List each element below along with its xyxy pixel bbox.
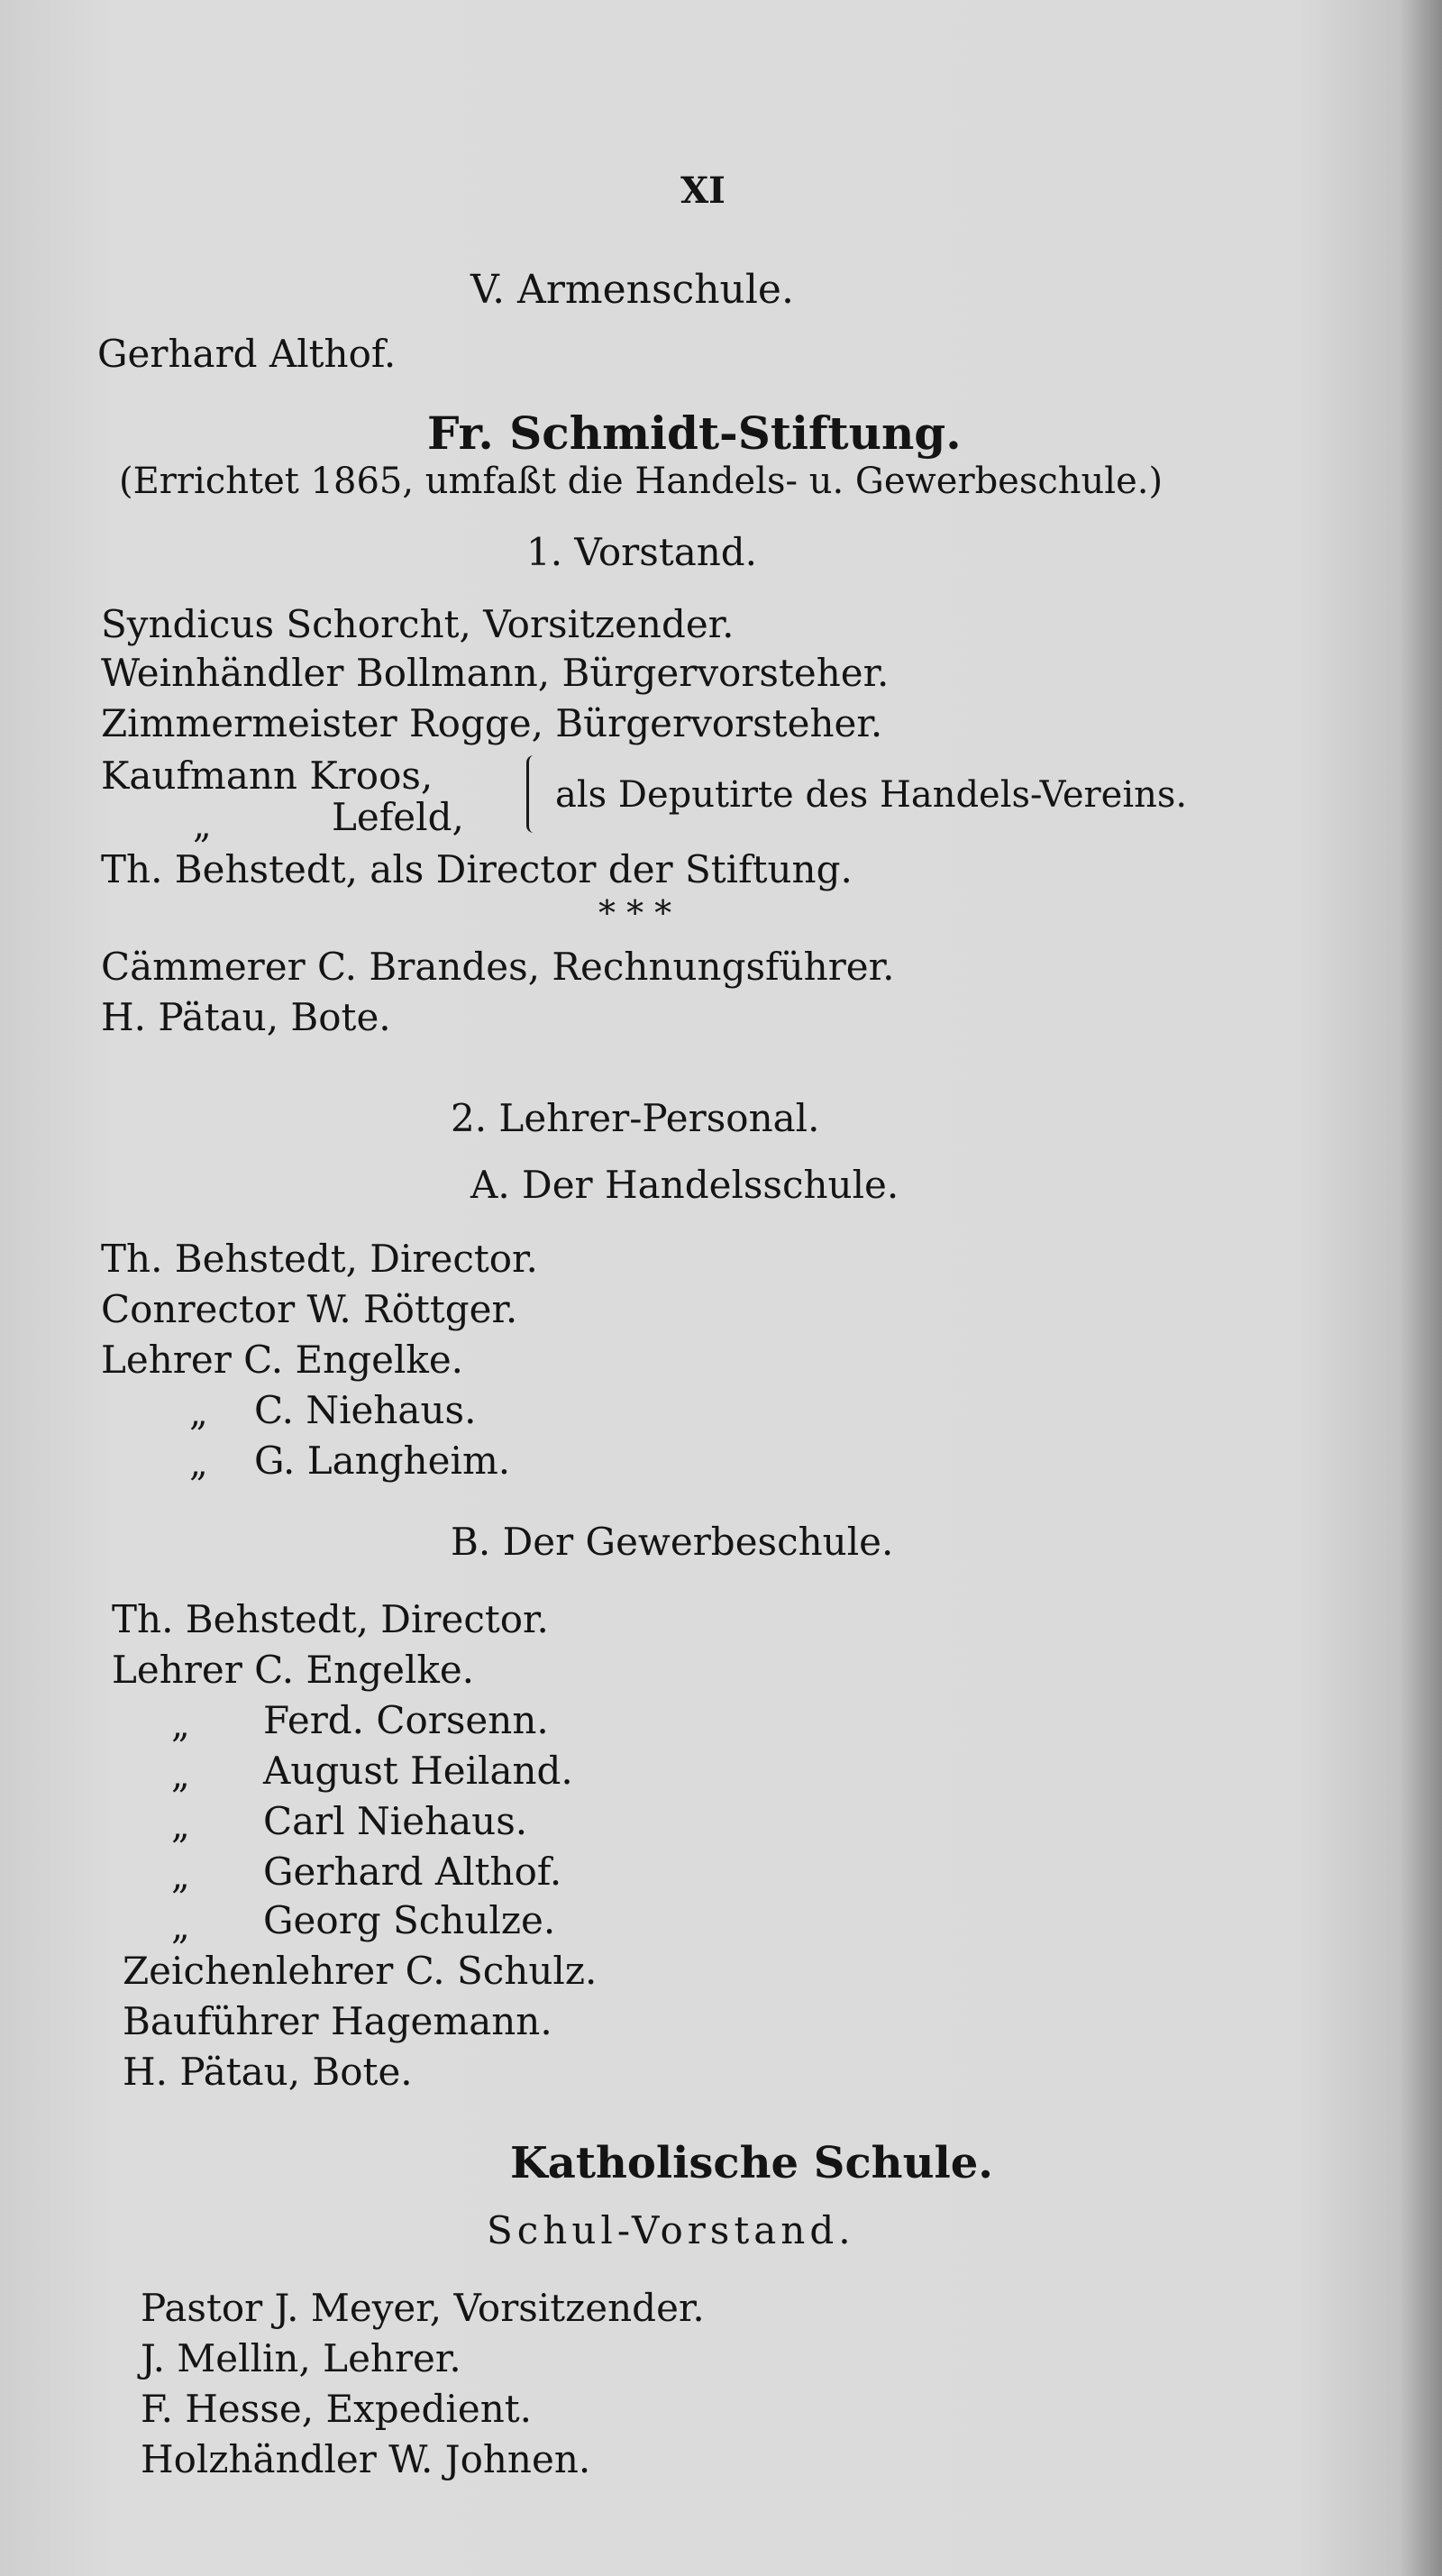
handelsschule-staff: Lehrer C. Engelke. [101, 1338, 464, 1382]
gewerbeschule-staff: Georg Schulze. [263, 1898, 556, 1942]
ditto-mark: „ [171, 1805, 190, 1847]
gewerbeschule-staff: Ferd. Corsenn. [263, 1698, 549, 1742]
handelsschule-staff: Th. Behstedt, Director. [101, 1237, 538, 1281]
ditto-mark: „ [189, 1393, 208, 1434]
vorstand-member: Zimmermeister Rogge, Bürgervorsteher. [101, 701, 883, 745]
vorstand-heading: 1. Vorstand. [526, 530, 758, 574]
officer-line: H. Pätau, Bote. [101, 995, 391, 1039]
ditto-mark: „ [171, 1755, 190, 1796]
page-number: XI [680, 169, 726, 212]
gewerbeschule-staff: Zeichenlehrer C. Schulz. [123, 1949, 598, 1993]
vorstand-member: Weinhändler Bollmann, Bürgervorsteher. [101, 651, 890, 695]
katholische-schule-title: Katholische Schule. [510, 2138, 993, 2188]
schul-vorstand-member: J. Mellin, Lehrer. [141, 2336, 461, 2380]
schmidt-stiftung-subtitle: (Errichtet 1865, umfaßt die Handels- u. Gewerbeschule.) [119, 461, 1164, 502]
handelsschule-staff: G. Langheim. [254, 1439, 511, 1483]
ditto-mark: „ [171, 1906, 190, 1948]
schul-vorstand-member: Pastor J. Meyer, Vorsitzender. [141, 2286, 705, 2330]
lehrer-heading: 2. Lehrer-Personal. [451, 1096, 820, 1140]
gewerbeschule-staff: Th. Behstedt, Director. [112, 1597, 549, 1641]
vorstand-member: Lefeld, [332, 795, 464, 839]
handelsschule-staff: C. Niehaus. [254, 1388, 477, 1432]
schul-vorstand-member: F. Hesse, Expedient. [141, 2387, 532, 2431]
gewerbeschule-staff: Bauführer Hagemann. [123, 1999, 552, 2043]
ditto-mark: „ [189, 1443, 208, 1484]
deputies-note: als Deputirte des Handels-Vereins. [555, 774, 1188, 816]
vorstand-member: Syndicus Schorcht, Vorsitzender. [101, 602, 735, 646]
handelsschule-staff: Conrector W. Röttger. [101, 1287, 518, 1331]
ditto-mark: „ [171, 1856, 190, 1897]
gewerbeschule-staff: August Heiland. [263, 1749, 573, 1793]
handelsschule-heading: A. Der Handelsschule. [470, 1163, 899, 1207]
vorstand-member: Kaufmann Kroos, [101, 754, 434, 798]
vorstand-member: Th. Behstedt, als Director der Stiftung. [101, 847, 853, 891]
gewerbeschule-staff: Gerhard Althof. [263, 1850, 562, 1894]
brace [526, 755, 536, 833]
ditto-mark: „ [171, 1704, 190, 1746]
gewerbeschule-staff: H. Pätau, Bote. [123, 2050, 413, 2094]
schmidt-stiftung-title: Fr. Schmidt-Stiftung. [427, 406, 962, 460]
armenschule-heading: V. Armenschule. [470, 267, 794, 313]
armenschule-teacher: Gerhard Althof. [97, 332, 397, 376]
schul-vorstand-member: Holzhändler W. Johnen. [141, 2437, 591, 2481]
asterisks-divider: * * * [598, 893, 672, 933]
ditto-mark: „ [193, 805, 212, 846]
gewerbeschule-heading: B. Der Gewerbeschule. [451, 1520, 894, 1564]
gewerbeschule-staff: Lehrer C. Engelke. [112, 1648, 475, 1692]
officer-line: Cämmerer C. Brandes, Rechnungsführer. [101, 945, 895, 989]
gewerbeschule-staff: Carl Niehaus. [263, 1799, 528, 1843]
schul-vorstand-heading: Schul-Vorstand. [487, 2208, 855, 2252]
